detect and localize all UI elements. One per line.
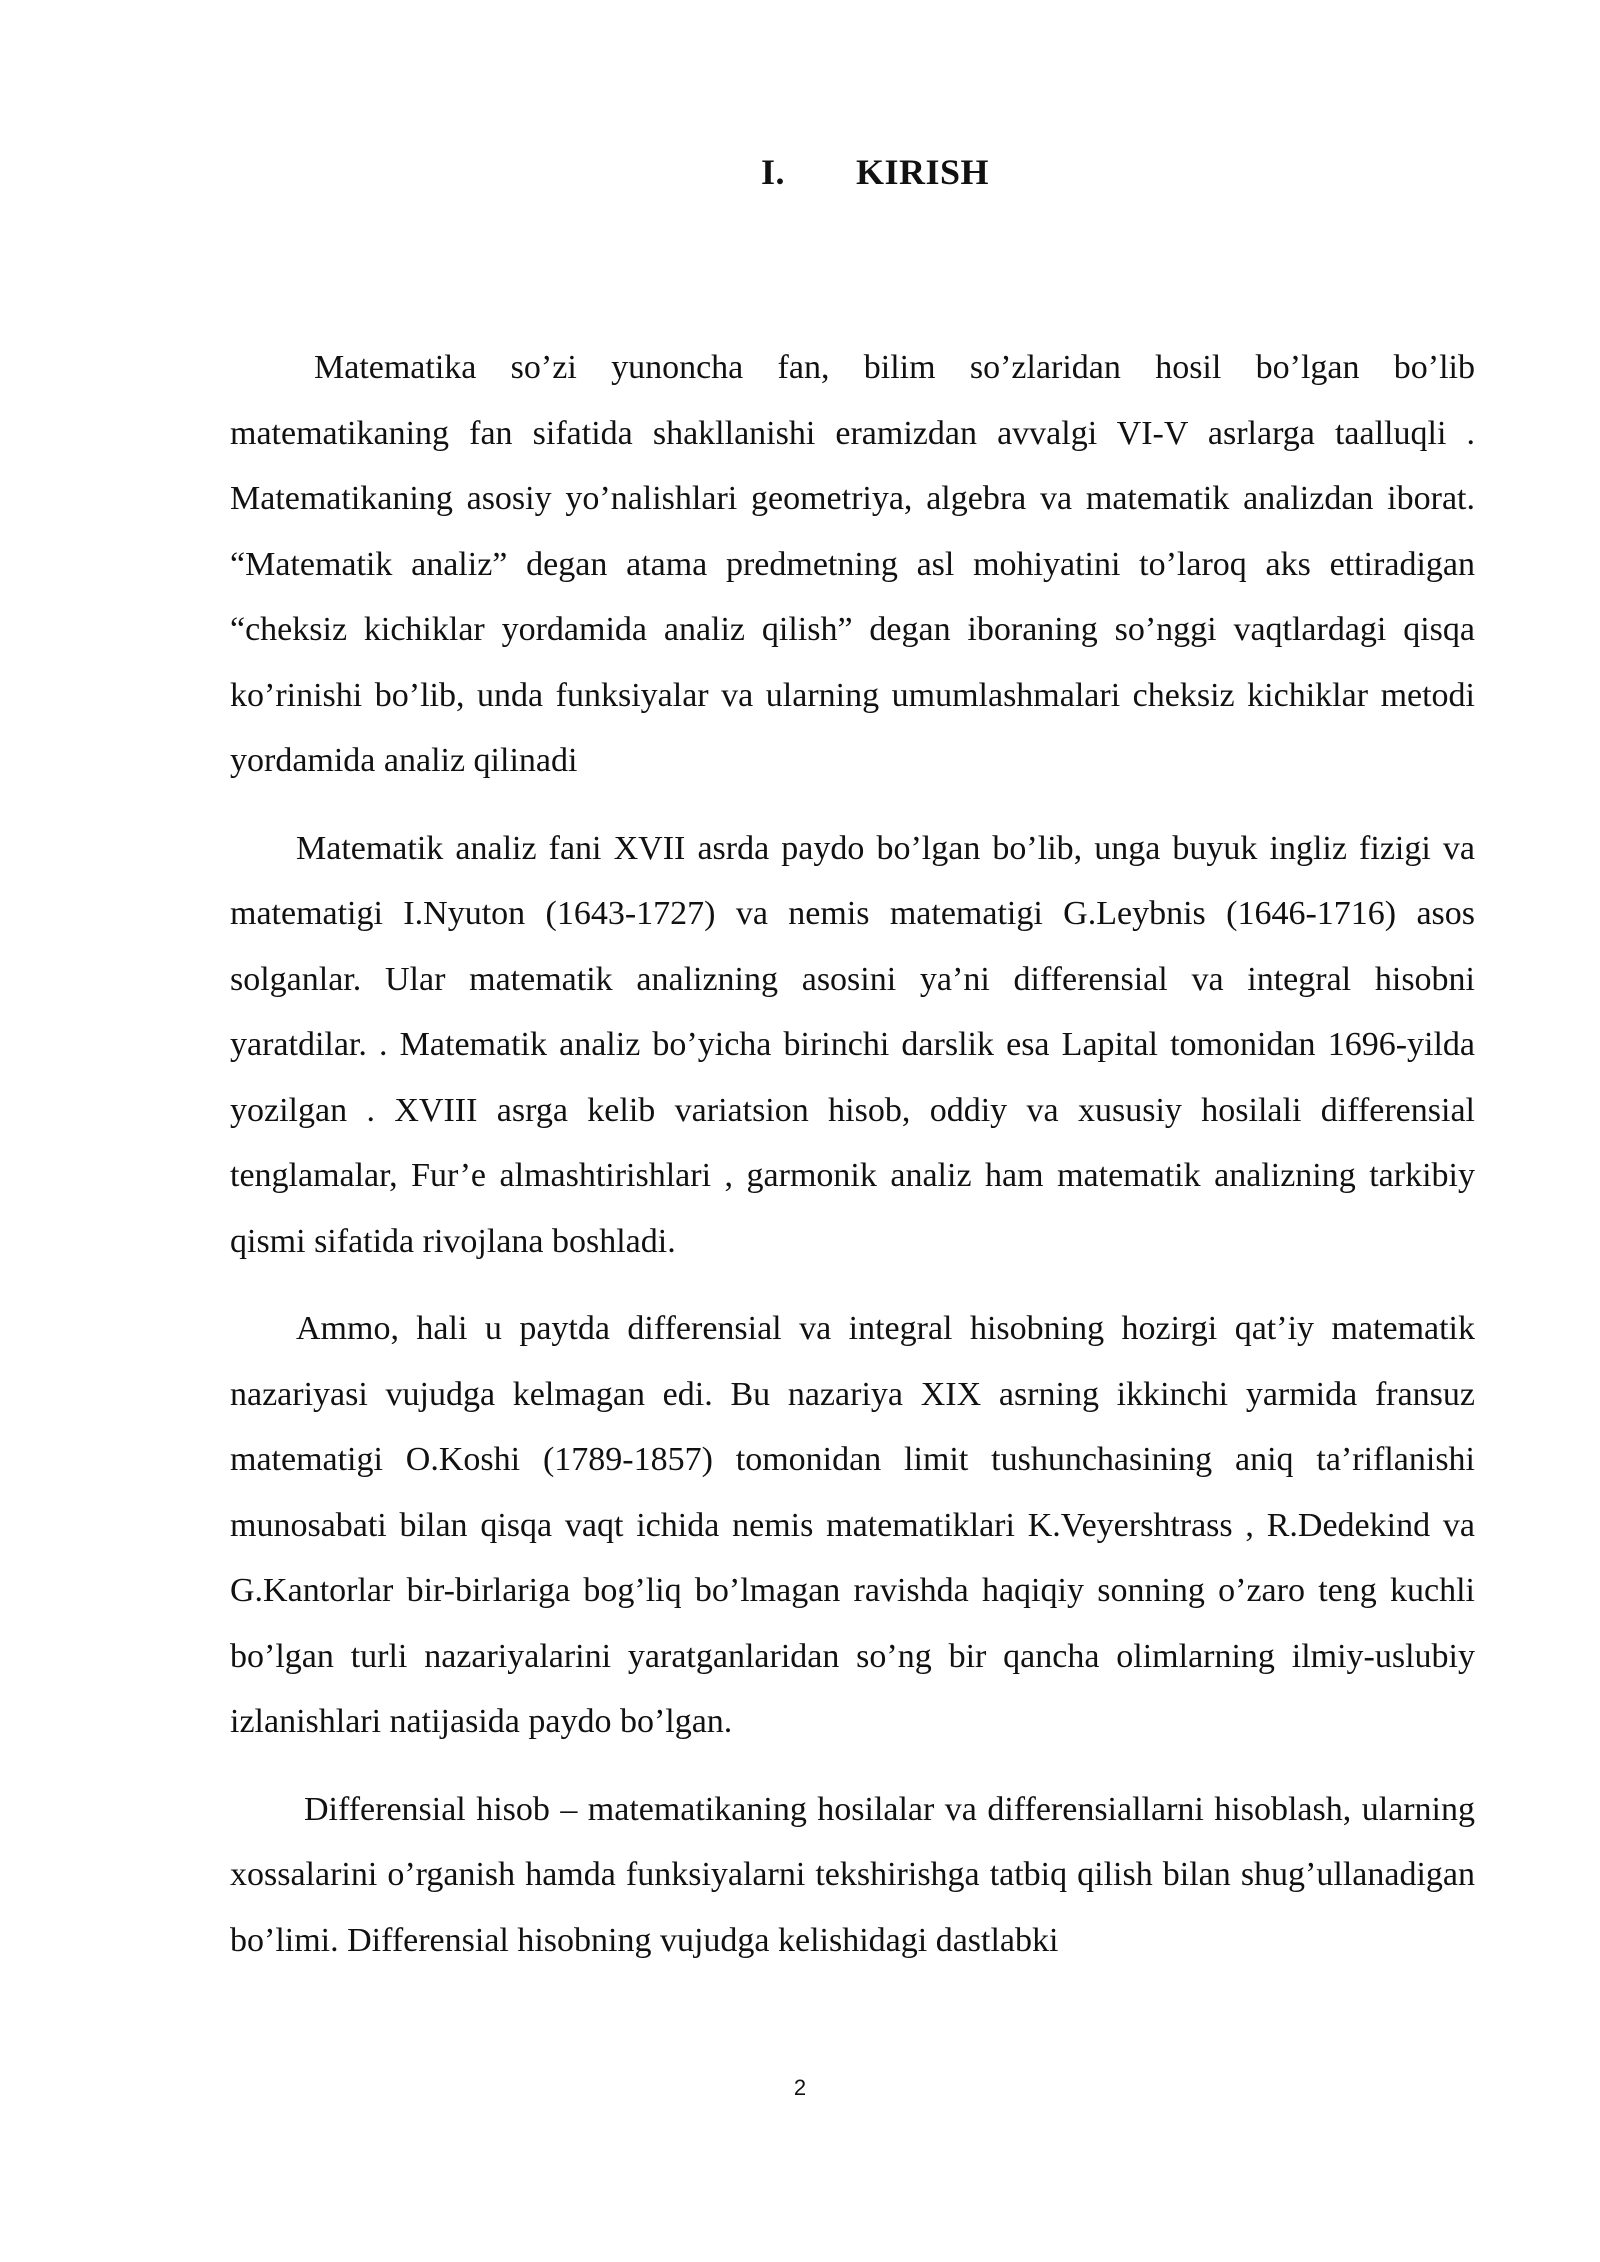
section-heading [0, 150, 1600, 194]
section-title: KIRISH [855, 152, 990, 192]
paragraph-theory: Ammo, hali u paytda differensial va integral hisobning hozirgi qat’iy matematik nazariyasi vujudga kelmagan edi. Bu nazariya XIX asrning ikkinchi yarmida fransuz matematigi O.Koshi (1789-1857) tomonidan limit tushunchasining aniq ta’riflanishi munosabati bilan qisqa vaqt ichida nemis matematiklari K.Veyershtrass , R.Dedekind va G.Kantorlar bir-birlariga bog’liq bo’lmagan ravishda haqiqiy sonning o’zaro teng kuchli bo’lgan turli nazariyalarini yaratganlaridan so’ng bir qancha olimlarning ilmiy-uslubiy izlanishlari natijasida paydo bo’lgan. [230, 1310, 1475, 1740]
paragraph-history: Matematik analiz fani XVII asrda paydo bo’lgan bo’lib, unga buyuk ingliz fizigi va matematigi I.Nyuton (1643-1727) va nemis matematigi G.Leybnis (1646-1716) asos solganlar. Ular matematik analizning asosini ya’ni differensial va integral hisobni yaratdilar. . Matematik analiz bo’yicha birinchi darslik esa Lapital tomonidan 1696-yilda yozilgan . XVIII asrga kelib variatsion hisob, oddiy va xususiy hosilali differensial tenglamalar, Fur’e almashtirishlari , garmonik analiz ham matematik analizning tarkibiy qismi sifatida rivojlana boshladi. [230, 829, 1475, 1260]
body-text [230, 335, 1475, 1973]
paragraph-differential: Differensial hisob – matematikaning hosilalar va differensiallarni hisoblash, ularning xossalarini o’rganish hamda funksiyalarni tekshirishga tatbiq qilish bilan shug’ullanadigan bo’limi. Differensial hisobning vujudga kelishidagi dastlabki [230, 1790, 1475, 1959]
page-number: 2 [793, 2075, 807, 2100]
paragraph-intro: Matematika so’zi yunoncha fan, bilim so’zlaridan hosil bo’lgan bo’lib matematikaning fan sifatida shakllanishi eramizdan avvalgi VI-V asrlarga taalluqli . Matematikaning asosiy yo’nalishlari geometriya, algebra va matematik analizdan iborat. “Matematik analiz” degan atama predmetning asl mohiyatini to’laroq aks ettiradigan “cheksiz kichiklar yordamida analiz qilish” degan iboraning so’nggi vaqtlardagi qisqa ko’rinishi bo’lib, unda funksiyalar va ularning umumlashmalari cheksiz kichiklar metodi yordamida analiz qilinadi [230, 349, 1475, 779]
section-number: I. [760, 152, 785, 192]
